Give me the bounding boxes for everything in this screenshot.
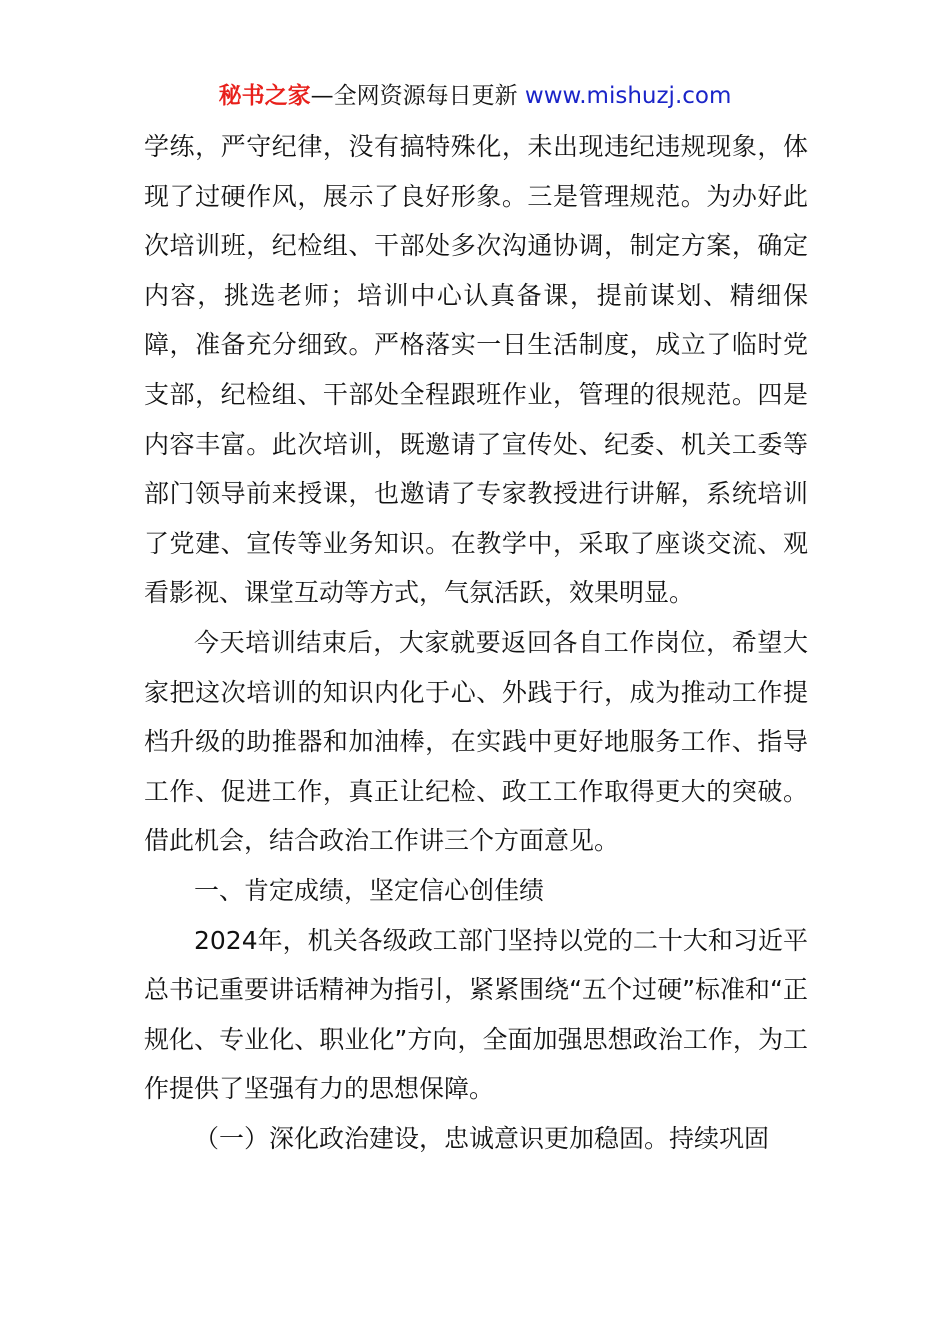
site-tagline: —全网资源每日更新	[310, 83, 525, 109]
section-heading: 一、肯定成绩，坚定信心创佳绩	[194, 875, 545, 905]
subsection-heading: （一）深化政治建设，忠诚意识更加稳固。持续巩固	[194, 1123, 770, 1153]
paragraph-training-conclusion: 今天培训结束后，大家就要返回各自工作岗位，希望大家把这次培训的知识内化于心、外践于行，成为推动工作提档升级的助推器和加油棒，在实践中更好地服务工作、指导工作、促进工作，真正让纪检、政工工作取得更大的突破。借此机会，结合政治工作讲三个方面意见。	[144, 627, 808, 856]
site-url: www.mishuzj.com	[524, 83, 732, 109]
site-brand: 秘书之家	[218, 83, 311, 109]
site-header	[0, 80, 950, 112]
paragraph-continuation: 学练，严守纪律，没有搞特殊化，未出现违纪违规现象，体现了过硬作风，展示了良好形象。三是管理规范。为办好此次培训班，纪检组、干部处多次沟通协调，制定方案，确定内容，挑选老师；培训中心认真备课，提前谋划、精细保障，准备充分细致。严格落实一日生活制度，成立了临时党支部，纪检组、干部处全程跟班作业，管理的很规范。四是内容丰富。此次培训，既邀请了宣传处、纪委、机关工委等部门领导前来授课，也邀请了专家教授进行讲解，系统培训了党建、宣传等业务知识。在教学中，采取了座谈交流、观看影视、课堂互动等方式，气氛活跃，效果明显。	[144, 132, 808, 608]
paragraph-2024-summary: 2024年，机关各级政工部门坚持以党的二十大和习近平总书记重要讲话精神为指引，紧紧围绕“五个过硬”标准和“正规化、专业化、职业化”方向，全面加强思想政治工作，为工作提供了坚强有力的思想保障。	[144, 925, 808, 1104]
document-body	[144, 122, 808, 1163]
